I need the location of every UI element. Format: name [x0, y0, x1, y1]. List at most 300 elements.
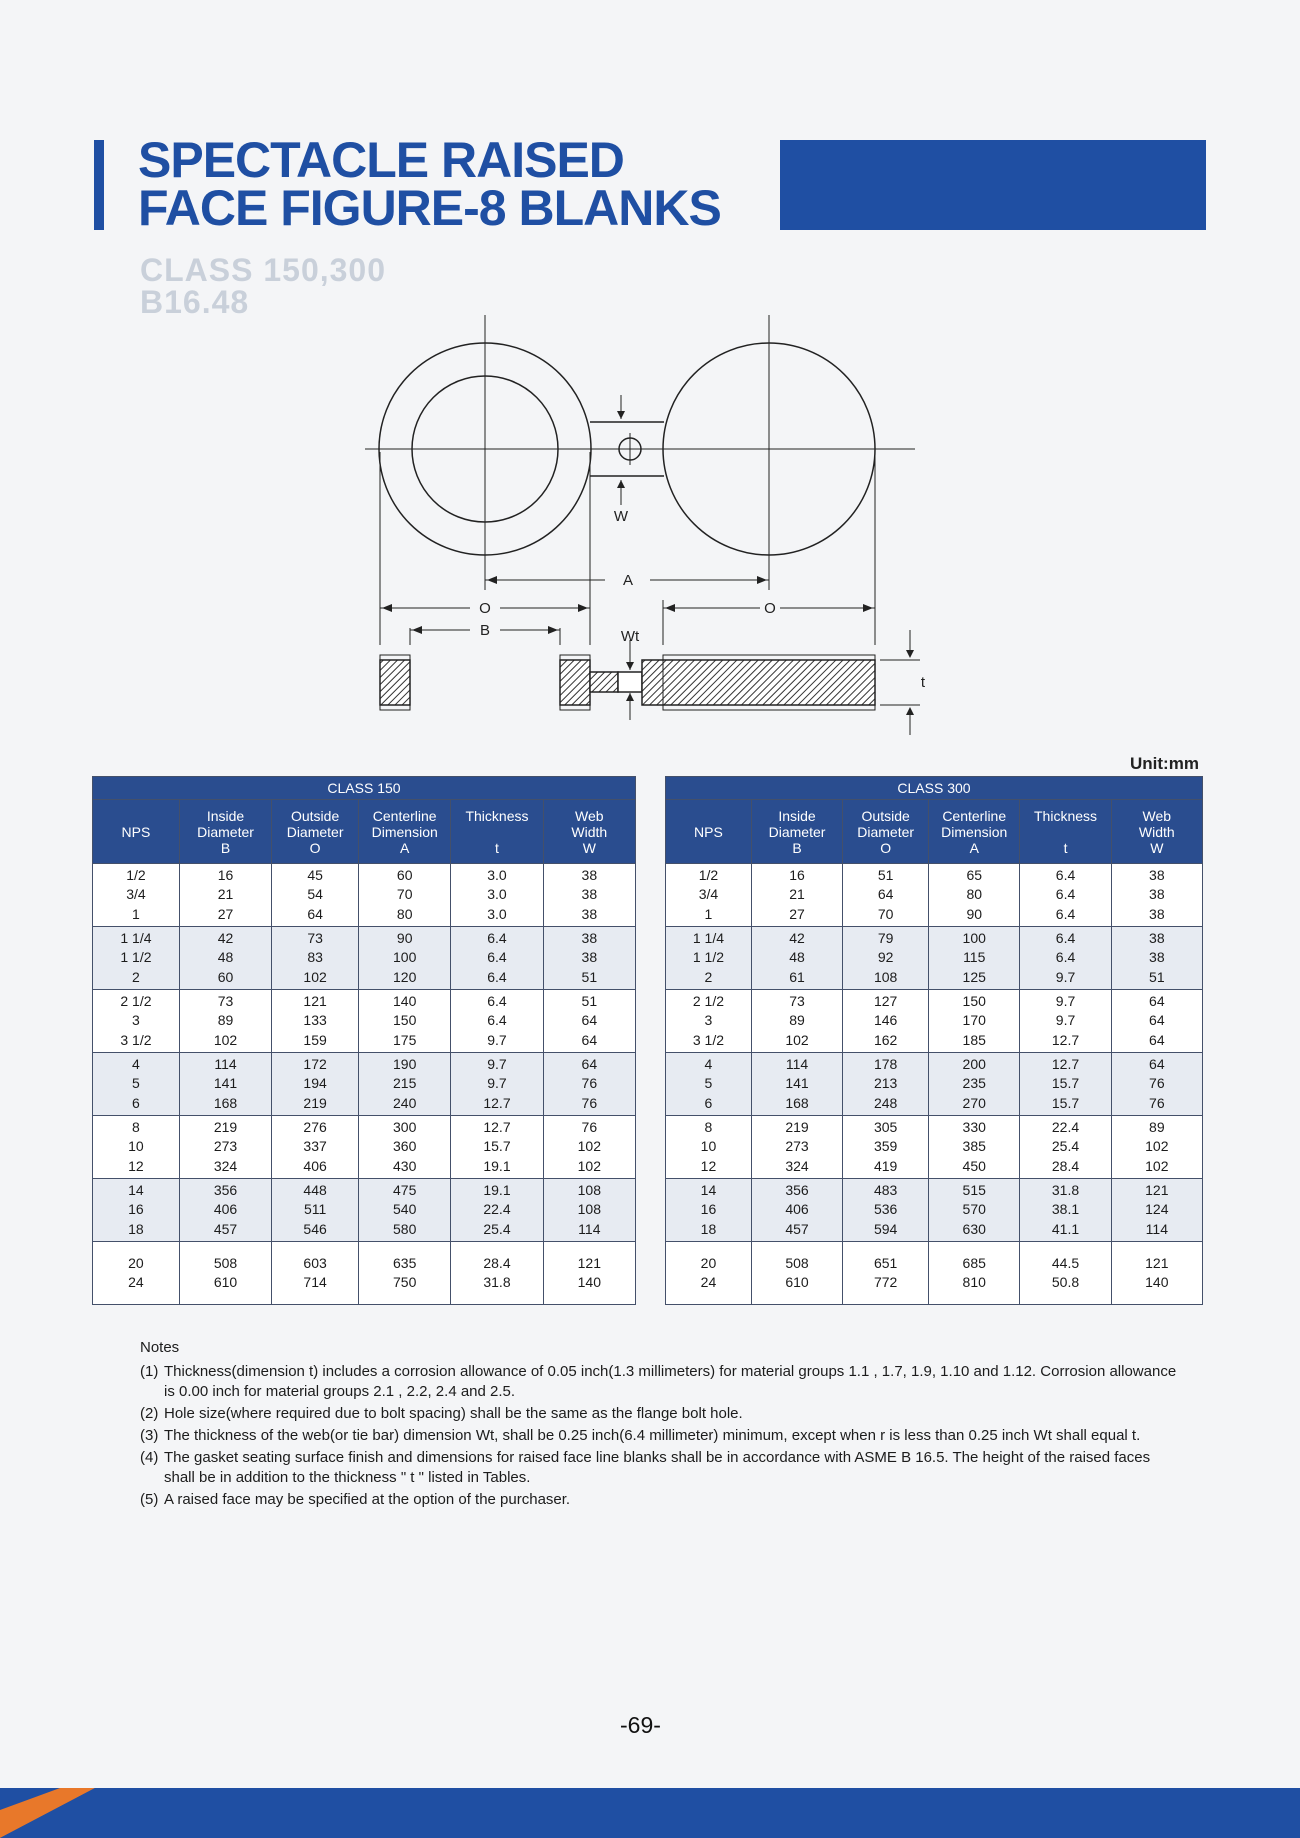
centerline-cell — [929, 927, 1020, 990]
cell-value: 64 — [307, 905, 323, 922]
cell-value: 64 — [581, 1012, 598, 1029]
cell-value: 102 — [785, 1031, 809, 1048]
outside-diameter-cell — [272, 1179, 359, 1242]
footer-blue-bar — [0, 1788, 1300, 1838]
cell-value: 18 — [700, 1220, 717, 1237]
cell-value: 6.4 — [1055, 929, 1076, 946]
cell-value: 570 — [962, 1201, 986, 1218]
outside-diameter-cell — [272, 864, 359, 927]
cell-value: 651 — [873, 1254, 898, 1271]
centerline-cell — [929, 1179, 1020, 1242]
cell-value: 159 — [303, 1031, 327, 1048]
cell-value: 1 — [704, 905, 713, 922]
cell-value: 359 — [873, 1138, 898, 1155]
cell-value: 546 — [303, 1220, 327, 1237]
cell-value: 9.7 — [1055, 992, 1076, 1009]
centerline-cell — [359, 1053, 451, 1116]
cell-value: 51 — [877, 866, 894, 883]
section-web — [590, 672, 618, 692]
inside-diameter-cell — [751, 990, 842, 1053]
col-nps: NPS — [666, 800, 752, 864]
centerline-cell — [359, 1116, 451, 1179]
table-row — [93, 1242, 636, 1305]
cell-value: 38 — [581, 929, 598, 946]
cell-value: 45 — [307, 866, 323, 883]
cell-value: 121 — [1145, 1181, 1169, 1198]
cell-value: 200 — [962, 1055, 986, 1072]
thickness-cell — [1020, 990, 1111, 1053]
cell-value: 324 — [213, 1157, 238, 1174]
cell-value: 21 — [789, 886, 805, 903]
title-line-2: FACE FIGURE-8 BLANKS — [138, 180, 721, 236]
cell-value: 714 — [303, 1274, 327, 1290]
cell-value: 330 — [962, 1118, 986, 1135]
cell-value: 3 — [704, 1012, 713, 1029]
cell-value: 185 — [962, 1031, 986, 1048]
web-width-cell — [1111, 1242, 1202, 1305]
table-row — [666, 1053, 1203, 1116]
cell-value: 22.4 — [483, 1201, 511, 1218]
cell-value: 64 — [877, 886, 894, 903]
cell-value: 1 1/2 — [692, 949, 725, 966]
cell-value: 141 — [785, 1075, 809, 1092]
cell-value: 64 — [1149, 1012, 1165, 1029]
nps-cell — [93, 927, 180, 990]
nps-cell — [666, 990, 752, 1053]
web-width-cell — [543, 1053, 635, 1116]
note-item: (2) Hole size(where required due to bolt spacing) shall be the same as the flange bolt hole. — [140, 1405, 743, 1422]
cell-value: 42 — [217, 929, 234, 946]
outside-diameter-cell — [843, 1116, 929, 1179]
cell-value: 635 — [393, 1254, 417, 1271]
cell-value: 6.4 — [1055, 886, 1076, 903]
thickness-cell — [1020, 1053, 1111, 1116]
cell-value: 76 — [1149, 1094, 1165, 1111]
inside-diameter-cell — [751, 1053, 842, 1116]
cell-value: 38.1 — [1051, 1201, 1080, 1218]
cell-value: 1 1/4 — [692, 929, 725, 946]
inside-diameter-cell — [751, 927, 842, 990]
cell-value: 168 — [213, 1094, 238, 1111]
cell-value: 6.4 — [487, 1012, 507, 1029]
cell-value: 16 — [217, 866, 234, 883]
cell-value: 273 — [213, 1138, 238, 1155]
cell-value: 10 — [128, 1138, 144, 1155]
outside-diameter-cell — [272, 1242, 359, 1305]
cell-value: 48 — [217, 949, 234, 966]
cell-value: 42 — [789, 929, 805, 946]
cell-value: 100 — [962, 929, 986, 946]
cell-value: 273 — [785, 1138, 809, 1155]
cell-value: 60 — [217, 968, 234, 985]
cell-value: 18 — [128, 1220, 144, 1237]
cell-value: 150 — [962, 992, 986, 1009]
cell-value: 515 — [962, 1181, 986, 1198]
cell-value: 24 — [128, 1274, 144, 1290]
cell-value: 64 — [581, 1031, 598, 1048]
cell-value: 124 — [1145, 1201, 1169, 1218]
thickness-cell — [451, 927, 543, 990]
notes-list — [140, 1362, 1180, 1510]
web-width-cell — [1111, 1053, 1202, 1116]
label-wt: Wt — [620, 628, 640, 645]
cell-value: 89 — [1149, 1118, 1165, 1135]
label-o-left: O — [479, 600, 491, 617]
thickness-cell — [1020, 1242, 1111, 1305]
cell-value: 750 — [393, 1274, 417, 1290]
cell-value: 140 — [1145, 1274, 1169, 1290]
cell-value: 406 — [303, 1157, 327, 1174]
cell-value: 9.7 — [487, 1055, 507, 1072]
cell-value: 48 — [789, 949, 805, 966]
outside-diameter-cell — [272, 990, 359, 1053]
thickness-cell — [451, 1242, 543, 1305]
cell-value: 594 — [873, 1220, 898, 1237]
thickness-cell — [1020, 1116, 1111, 1179]
thickness-cell — [451, 990, 543, 1053]
web-width-cell — [543, 990, 635, 1053]
cell-value: 276 — [303, 1118, 327, 1135]
cell-value: 22.4 — [1051, 1118, 1080, 1135]
centerline-cell — [359, 1242, 451, 1305]
cell-value: 15.7 — [1051, 1094, 1080, 1111]
class-300-label: CLASS 300 — [666, 777, 1203, 800]
cell-value: 102 — [213, 1031, 238, 1048]
inside-diameter-cell — [179, 927, 271, 990]
cell-value: 115 — [963, 949, 986, 966]
cell-value: 25.4 — [483, 1220, 511, 1237]
cell-value: 685 — [962, 1254, 986, 1271]
cell-value: 92 — [877, 949, 894, 966]
cell-value: 219 — [213, 1118, 238, 1135]
nps-cell — [93, 990, 180, 1053]
cell-value: 89 — [789, 1012, 805, 1029]
cell-value: 2 — [704, 968, 713, 985]
cell-value: 240 — [393, 1094, 417, 1111]
cell-value: 2 1/2 — [692, 992, 725, 1009]
table-row — [93, 1053, 636, 1116]
cell-value: 12.7 — [483, 1094, 511, 1111]
web-width-cell — [543, 1242, 635, 1305]
cell-value: 6.4 — [487, 968, 507, 985]
cell-value: 31.8 — [483, 1274, 511, 1290]
inside-diameter-cell — [179, 1242, 271, 1305]
web-width-cell — [543, 864, 635, 927]
centerline-cell — [929, 1116, 1020, 1179]
cell-value: 73 — [789, 992, 805, 1009]
nps-cell — [666, 1242, 752, 1305]
col-inside-diameter: Inside Diameter B — [179, 800, 271, 864]
col-outside-diameter: Outside Diameter O — [843, 800, 929, 864]
class-150-label: CLASS 150 — [93, 777, 636, 800]
web-width-cell — [543, 927, 635, 990]
cell-value: 12.7 — [1051, 1031, 1080, 1048]
section-paddle — [642, 660, 875, 705]
col-web-width: Web Width W — [543, 800, 635, 864]
cell-value: 406 — [785, 1201, 809, 1218]
centerline-cell — [929, 1242, 1020, 1305]
cell-value: 20 — [700, 1254, 717, 1271]
cell-value: 79 — [877, 929, 894, 946]
cell-value: 114 — [1145, 1220, 1168, 1237]
outside-diameter-cell — [843, 990, 929, 1053]
cell-value: 475 — [393, 1181, 417, 1198]
cell-value: 16 — [128, 1201, 144, 1218]
col-thickness: Thickness t — [451, 800, 543, 864]
class-150-table — [92, 776, 636, 1305]
cell-value: 114 — [785, 1055, 809, 1072]
label-a: A — [622, 572, 634, 589]
cell-value: 6.4 — [1055, 905, 1076, 922]
cell-value: 38 — [1149, 886, 1165, 903]
cell-value: 76 — [581, 1118, 598, 1135]
cell-value: 213 — [873, 1075, 898, 1092]
cell-value: 150 — [393, 1012, 417, 1029]
cell-value: 15.7 — [1051, 1075, 1080, 1092]
nps-cell — [93, 1053, 180, 1116]
cell-value: 219 — [785, 1118, 809, 1135]
table-row — [93, 990, 636, 1053]
cell-value: 73 — [307, 929, 323, 946]
outside-diameter-cell — [843, 1053, 929, 1116]
cell-value: 70 — [877, 905, 894, 922]
cell-value: 772 — [873, 1274, 898, 1290]
cell-value: 457 — [785, 1220, 809, 1237]
cell-value: 54 — [307, 886, 323, 903]
cell-value: 610 — [213, 1274, 238, 1290]
note-item: (5) A raised face may be specified at the option of the purchaser. — [140, 1491, 571, 1508]
cell-value: 25.4 — [1051, 1138, 1080, 1155]
cell-value: 540 — [393, 1201, 417, 1218]
cell-value: 76 — [581, 1094, 598, 1111]
thickness-cell — [451, 1053, 543, 1116]
col-inside-diameter: Inside Diameter B — [751, 800, 842, 864]
cell-value: 9.7 — [1055, 968, 1076, 985]
cell-value: 114 — [578, 1220, 601, 1237]
col-outside-diameter: Outside Diameter O — [272, 800, 359, 864]
cell-value: 8 — [704, 1118, 713, 1135]
cell-value: 1 1/4 — [120, 929, 152, 946]
inside-diameter-cell — [179, 864, 271, 927]
cell-value: 580 — [393, 1220, 417, 1237]
outside-diameter-cell — [843, 864, 929, 927]
thickness-cell — [1020, 1179, 1111, 1242]
cell-value: 100 — [393, 949, 417, 966]
title-blue-block — [780, 140, 1206, 230]
cell-value: 38 — [581, 866, 598, 883]
cell-value: 12.7 — [1051, 1055, 1080, 1072]
nps-cell — [93, 1116, 180, 1179]
cell-value: 9.7 — [1055, 1012, 1076, 1029]
cell-value: 457 — [213, 1220, 238, 1237]
web-width-cell — [543, 1116, 635, 1179]
cell-value: 60 — [396, 866, 413, 883]
thickness-cell — [451, 1116, 543, 1179]
title-line-1: SPECTACLE RAISED — [138, 132, 624, 188]
outside-diameter-cell — [272, 1116, 359, 1179]
table-row — [666, 990, 1203, 1053]
table-row — [666, 1116, 1203, 1179]
web-width-cell — [543, 1179, 635, 1242]
cell-value: 810 — [962, 1274, 986, 1290]
cell-value: 2 1/2 — [120, 992, 152, 1009]
cell-value: 64 — [1149, 1031, 1165, 1048]
inside-diameter-cell — [751, 864, 842, 927]
cell-value: 12 — [700, 1157, 717, 1174]
cell-value: 16 — [700, 1201, 717, 1218]
cell-value: 38 — [581, 905, 598, 922]
nps-cell — [93, 1242, 180, 1305]
cell-value: 1 1/2 — [120, 949, 152, 966]
cell-value: 127 — [873, 992, 898, 1009]
cell-value: 102 — [1145, 1138, 1169, 1155]
footer-orange-accent — [0, 1788, 95, 1838]
cell-value: 76 — [581, 1075, 598, 1092]
label-t: t — [920, 674, 926, 691]
cell-value: 430 — [393, 1157, 417, 1174]
cell-value: 1/2 — [698, 866, 719, 883]
cell-value: 172 — [303, 1055, 327, 1072]
cell-value: 15.7 — [483, 1138, 511, 1155]
cell-value: 51 — [581, 968, 598, 985]
table-row — [93, 864, 636, 927]
cell-value: 8 — [132, 1118, 140, 1135]
cell-value: 89 — [217, 1012, 234, 1029]
cell-value: 450 — [962, 1157, 986, 1174]
centerline-cell — [359, 1179, 451, 1242]
cell-value: 6.4 — [1055, 949, 1076, 966]
cell-value: 9.7 — [487, 1031, 507, 1048]
page-title — [138, 132, 721, 236]
cell-value: 3 — [132, 1012, 140, 1029]
cell-value: 146 — [873, 1012, 898, 1029]
thickness-cell — [1020, 927, 1111, 990]
cell-value: 38 — [581, 949, 598, 966]
web-width-cell — [1111, 864, 1202, 927]
cell-value: 64 — [1149, 1055, 1165, 1072]
inside-diameter-cell — [179, 990, 271, 1053]
cell-value: 20 — [128, 1254, 144, 1271]
cell-value: 51 — [581, 992, 598, 1009]
cell-value: 305 — [873, 1118, 898, 1135]
cell-value: 27 — [789, 905, 805, 922]
inside-diameter-cell — [179, 1053, 271, 1116]
unit-label: Unit:mm — [1130, 754, 1199, 773]
centerline-cell — [929, 1053, 1020, 1116]
web-width-cell — [1111, 990, 1202, 1053]
cell-value: 162 — [873, 1031, 898, 1048]
cell-value: 65 — [966, 866, 983, 883]
cell-value: 190 — [393, 1055, 417, 1072]
web-width-cell — [1111, 1116, 1202, 1179]
inside-diameter-cell — [179, 1179, 271, 1242]
cell-value: 3 1/2 — [120, 1031, 152, 1048]
cell-value: 102 — [577, 1157, 601, 1174]
cell-value: 1/2 — [126, 866, 146, 883]
cell-value: 108 — [873, 968, 898, 985]
cell-value: 114 — [214, 1055, 237, 1072]
section-left-ring-b — [560, 660, 590, 705]
centerline-cell — [929, 864, 1020, 927]
title-accent-bar — [94, 140, 104, 230]
cell-value: 508 — [213, 1254, 238, 1271]
cell-value: 4 — [704, 1055, 713, 1072]
table-row — [666, 864, 1203, 927]
outside-diameter-cell — [272, 927, 359, 990]
cell-value: 121 — [1145, 1254, 1169, 1271]
cell-value: 270 — [962, 1094, 986, 1111]
cell-value: 1 — [132, 905, 140, 922]
label-w: W — [613, 508, 629, 525]
outside-diameter-cell — [843, 927, 929, 990]
cell-value: 140 — [577, 1274, 601, 1290]
inside-diameter-cell — [179, 1116, 271, 1179]
section-left-ring-a — [380, 660, 410, 705]
cell-value: 406 — [213, 1201, 238, 1218]
nps-cell — [666, 1179, 752, 1242]
cell-value: 360 — [393, 1138, 417, 1155]
cell-value: 90 — [396, 929, 413, 946]
cell-value: 76 — [1149, 1075, 1165, 1092]
cell-value: 24 — [700, 1274, 717, 1290]
cell-value: 3/4 — [126, 886, 146, 903]
cell-value: 603 — [303, 1254, 327, 1271]
cell-value: 64 — [1149, 992, 1165, 1009]
cell-value: 121 — [577, 1254, 601, 1271]
cell-value: 300 — [393, 1118, 417, 1135]
cell-value: 6.4 — [487, 949, 507, 966]
cell-value: 3 1/2 — [692, 1031, 725, 1048]
cell-value: 102 — [303, 968, 327, 985]
cell-value: 102 — [1145, 1157, 1169, 1174]
outside-diameter-cell — [843, 1179, 929, 1242]
cell-value: 19.1 — [483, 1181, 511, 1198]
cell-value: 38 — [1149, 929, 1165, 946]
centerline-cell — [359, 864, 451, 927]
col-nps: NPS — [93, 800, 180, 864]
cell-value: 610 — [785, 1274, 809, 1290]
cell-value: 3.0 — [487, 886, 507, 903]
cell-value: 80 — [396, 905, 413, 922]
cell-value: 108 — [577, 1201, 601, 1218]
note-item: (1) Thickness(dimension t) includes a corrosion allowance of 0.05 inch(1.3 millimeters) for material groups 1.1 , 1.7, 1.9, 1.10 and 1.12. Corrosion allowance is 0.00 inch for material groups 2.1 , 2.2, 2.4 and 2.5. — [140, 1363, 1177, 1400]
cell-value: 356 — [213, 1181, 238, 1198]
outside-diameter-cell — [843, 1242, 929, 1305]
cell-value: 44.5 — [1051, 1254, 1080, 1271]
cell-value: 21 — [217, 886, 234, 903]
thickness-cell — [451, 1179, 543, 1242]
nps-cell — [666, 864, 752, 927]
cell-value: 219 — [303, 1094, 327, 1111]
centerline-cell — [359, 990, 451, 1053]
col-centerline-dimension: Centerline Dimension A — [929, 800, 1020, 864]
class-300-body — [666, 864, 1203, 1305]
cell-value: 5 — [704, 1075, 713, 1092]
cell-value: 16 — [789, 866, 805, 883]
cell-value: 178 — [873, 1055, 898, 1072]
cell-value: 108 — [577, 1181, 601, 1198]
cell-value: 38 — [1149, 949, 1165, 966]
table-row — [666, 927, 1203, 990]
cell-value: 235 — [962, 1075, 986, 1092]
cell-value: 50.8 — [1051, 1274, 1080, 1290]
cell-value: 6.4 — [487, 992, 507, 1009]
cell-value: 140 — [393, 992, 417, 1009]
cell-value: 125 — [962, 968, 986, 985]
cell-value: 73 — [217, 992, 234, 1009]
cell-value: 102 — [577, 1138, 601, 1155]
col-thickness: Thickness t — [1020, 800, 1111, 864]
